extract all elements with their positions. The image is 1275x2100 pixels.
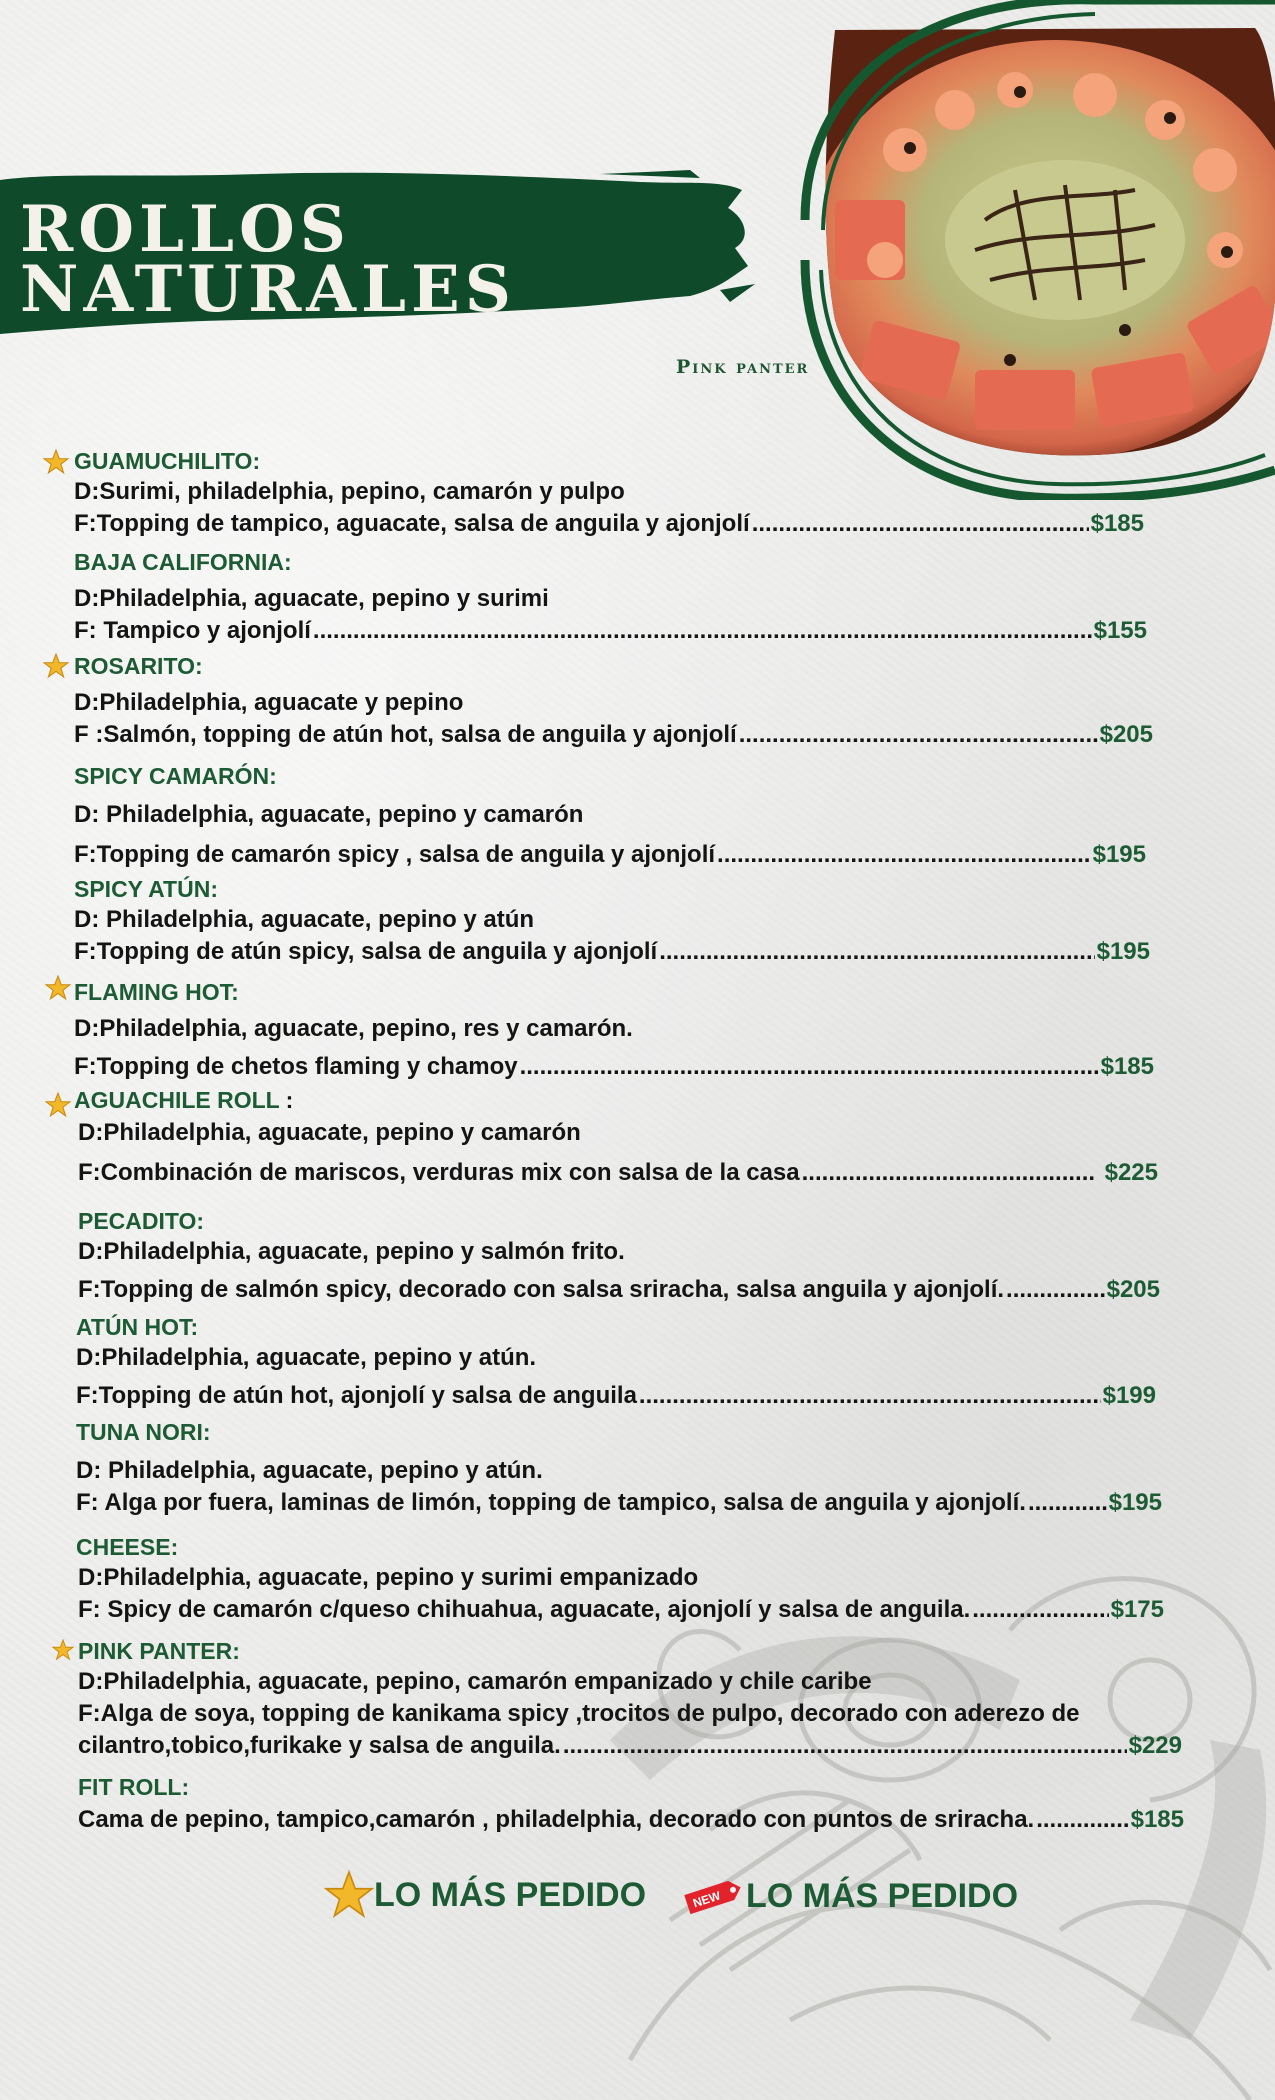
- legend-label: LO MÁS PEDIDO: [374, 1875, 647, 1914]
- item-price: $185: [1090, 510, 1144, 537]
- legend-label: LO MÁS PEDIDO: [746, 1876, 1019, 1915]
- item-name: FLAMING HOT:: [74, 979, 239, 1005]
- item-filling-line: F: Tampico y ajonjolí ..... $155: [74, 615, 1147, 647]
- item-description: D: Philadelphia, aguacate, pepino y atún: [74, 906, 535, 933]
- title-line-1: ROLLOS: [20, 192, 351, 267]
- item-description: D:Philadelphia, aguacate y pepino: [74, 689, 464, 716]
- item-description: D:Philadelphia, aguacate, pepino, camarón empanizado y chile caribe: [78, 1668, 872, 1695]
- list-item: [76, 1417, 1162, 1519]
- legend-new: [682, 1874, 1018, 1918]
- item-name: ATÚN HOT:: [76, 1314, 199, 1340]
- item-filling-line: F:Topping de tampico, aguacate, salsa de anguila y ajonjolí ..... $185: [74, 508, 1144, 540]
- star-icon: [45, 975, 71, 1001]
- item-filling-line: F:Alga de soya, topping de kanikama spicy ,trocitos de pulpo, decorado con aderezo de: [78, 1700, 1080, 1727]
- item-price: $205: [1106, 1276, 1160, 1303]
- list-item: [78, 1206, 1160, 1306]
- item-description: D:Philadelphia, aguacate, pepino y atún.: [76, 1344, 537, 1371]
- item-price: $205: [1099, 721, 1153, 748]
- item-price: $195: [1108, 1489, 1162, 1516]
- item-price: $175: [1110, 1596, 1164, 1623]
- list-item: [74, 977, 1154, 1083]
- item-filling-line: F:Topping de atún spicy, salsa de anguila y ajonjolí ..... $195: [74, 936, 1150, 968]
- item-name: SPICY ATÚN:: [74, 876, 218, 902]
- new-tag-icon: [682, 1874, 746, 1918]
- item-price: $185: [1130, 1806, 1184, 1833]
- item-name: CHEESE:: [76, 1534, 179, 1560]
- list-item: [74, 547, 1147, 647]
- star-icon: [52, 1639, 74, 1661]
- item-filling-line: F: Spicy de camarón c/queso chihuahua, aguacate, ajonjolí y salsa de anguila. ..... $175: [76, 1594, 1164, 1626]
- item-name: TUNA NORI:: [76, 1419, 211, 1445]
- item-name: PECADITO:: [78, 1208, 205, 1234]
- item-filling-line: F :Salmón, topping de atún hot, salsa de anguila y ajonjolí ..... $205: [74, 719, 1153, 751]
- item-price: $195: [1092, 841, 1146, 868]
- item-price: $225: [1104, 1159, 1158, 1186]
- star-icon: [43, 449, 69, 475]
- item-filling-line: F:Topping de chetos flaming y chamoy ..... $185: [74, 1051, 1154, 1083]
- item-price: $195: [1096, 938, 1150, 965]
- item-filling-line-2: cilantro,tobico,furikake y salsa de anguila. ..... $229: [78, 1730, 1182, 1762]
- item-price: $199: [1102, 1382, 1156, 1409]
- item-price: $185: [1100, 1053, 1154, 1080]
- item-description: D:Philadelphia, aguacate, pepino y surimi: [74, 585, 549, 612]
- item-description: D:Philadelphia, aguacate, pepino y salmón frito.: [78, 1238, 625, 1265]
- list-item: [76, 1532, 1164, 1626]
- list-item: [78, 1772, 1184, 1836]
- item-name: SPICY CAMARÓN:: [74, 763, 277, 789]
- list-item: [78, 1636, 1182, 1762]
- item-description: D:Philadelphia, aguacate, pepino y surimi empanizado: [78, 1564, 699, 1591]
- item-name: ROSARITO:: [74, 653, 203, 679]
- list-item: [74, 651, 1153, 751]
- star-icon: [324, 1870, 374, 1920]
- new-tag-text: NEW: [691, 1888, 723, 1911]
- item-description: D:Philadelphia, aguacate, pepino y camarón: [78, 1119, 581, 1146]
- legend-most-ordered: [324, 1870, 646, 1920]
- item-filling-line: F:Topping de salmón spicy, decorado con salsa sriracha, salsa anguila y ajonjolí. ..... $205: [78, 1274, 1160, 1306]
- star-icon: [43, 653, 69, 679]
- item-description: D: Philadelphia, aguacate, pepino y camarón: [74, 801, 584, 828]
- item-price: $155: [1093, 617, 1147, 644]
- photo-caption: Pink panter: [676, 356, 810, 378]
- item-filling-line: F: Alga por fuera, laminas de limón, topping de tampico, salsa de anguila y ajonjolí. ..... $195: [76, 1487, 1162, 1519]
- list-item: [76, 1312, 1156, 1412]
- item-description: D:Philadelphia, aguacate, pepino, res y camarón.: [74, 1015, 633, 1042]
- item-name: GUAMUCHILITO:: [74, 448, 261, 474]
- list-item: [74, 874, 1150, 968]
- item-name: AGUACHILE ROLL :: [74, 1087, 294, 1113]
- item-description: D:Surimi, philadelphia, pepino, camarón y pulpo: [74, 478, 625, 505]
- list-item: [74, 446, 1144, 540]
- list-item: [74, 761, 1146, 871]
- list-item: [74, 1085, 1158, 1189]
- item-price: $229: [1128, 1732, 1182, 1759]
- title-line-2: NATURALES: [20, 252, 516, 327]
- item-filling-line: F:Topping de atún hot, ajonjolí y salsa de anguila ..... $199: [76, 1380, 1156, 1412]
- item-filling-line: F:Topping de camarón spicy , salsa de anguila y ajonjolí ..... $195: [74, 839, 1146, 871]
- item-filling-line: F:Combinación de mariscos, verduras mix con salsa de la casa ..... $225: [74, 1157, 1158, 1189]
- item-name: PINK PANTER:: [78, 1638, 240, 1664]
- star-icon: [45, 1092, 71, 1118]
- item-name: BAJA CALIFORNIA:: [74, 549, 292, 575]
- item-name: FIT ROLL:: [78, 1774, 190, 1800]
- item-filling-line: Cama de pepino, tampico,camarón , philadelphia, decorado con puntos de sriracha. ..... $185: [78, 1804, 1184, 1836]
- item-description: D: Philadelphia, aguacate, pepino y atún.: [76, 1457, 543, 1484]
